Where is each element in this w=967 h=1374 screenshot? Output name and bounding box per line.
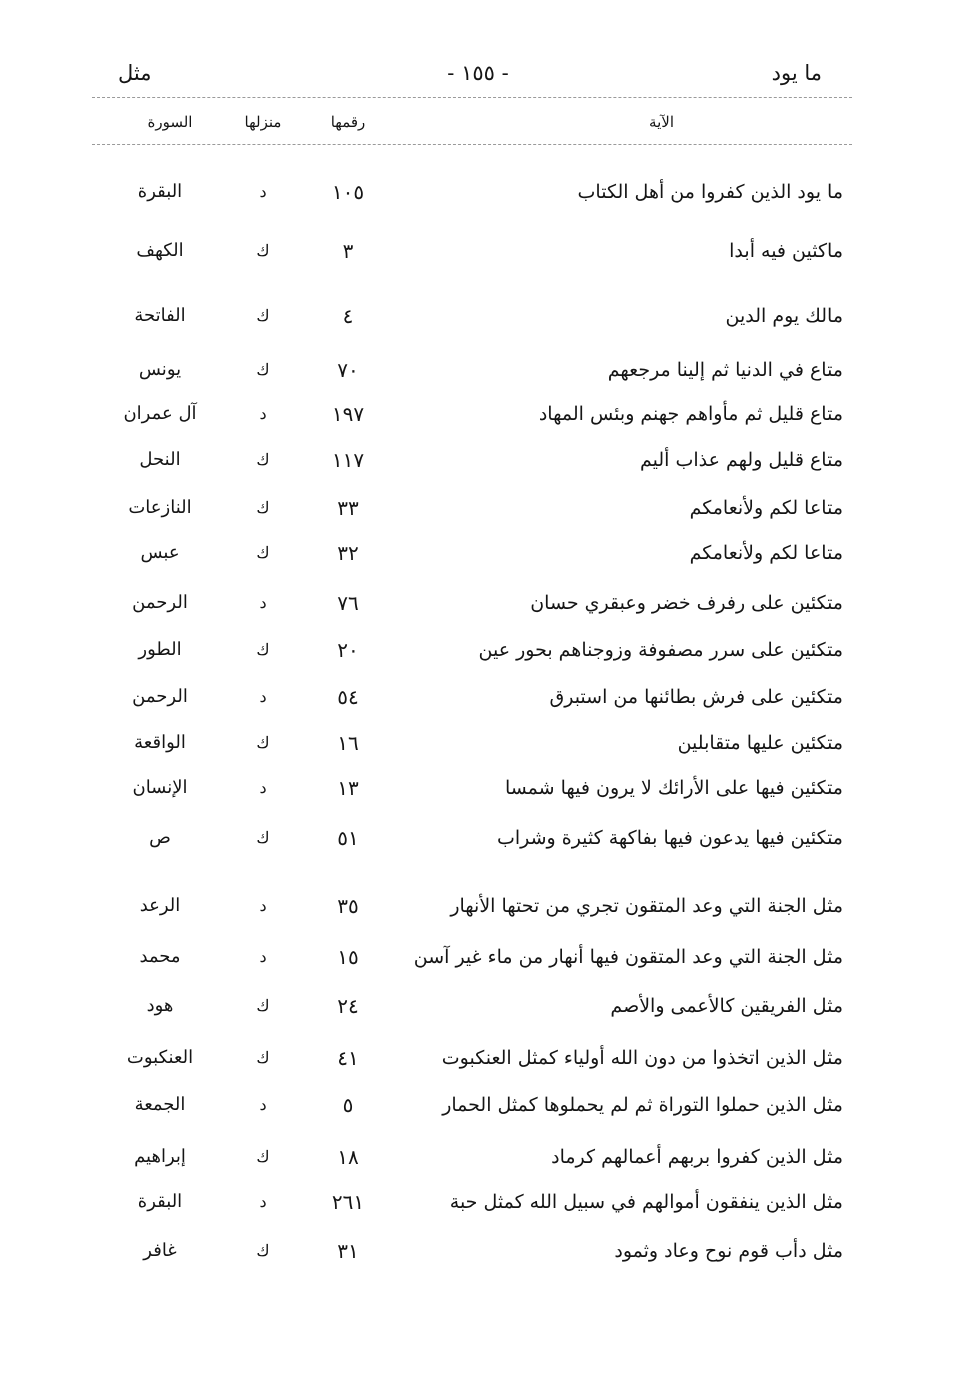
column-header-divider: [92, 144, 852, 145]
table-row: [0, 630, 967, 670]
sura-name: العنكبوت: [126, 1047, 194, 1068]
verse-text: متاع قليل ثم مأواهم جهنم وبئس المهاد: [538, 403, 843, 425]
verse-number: ٣٢: [337, 541, 359, 565]
verse-number: ٣٥: [337, 894, 359, 918]
verse-number: ١٦: [337, 731, 359, 755]
revelation-place: ك: [256, 450, 270, 469]
table-row: [0, 1231, 967, 1271]
verse-text: متكئين على فرش بطائنها من استبرق: [549, 686, 843, 708]
column-header-number: رقمها: [330, 113, 366, 131]
verse-text: متكئين على رفرف خضر وعبقري حسان: [530, 592, 843, 614]
verse-number: ٢٤: [337, 994, 359, 1018]
table-row: [0, 440, 967, 480]
table-row: [0, 1137, 967, 1177]
revelation-place: د: [259, 1095, 267, 1114]
revelation-place: ك: [256, 543, 270, 562]
sura-name: الفاتحة: [134, 305, 186, 326]
verse-number: ١١٧: [331, 448, 365, 472]
column-header-revelation-place: منزلها: [244, 113, 282, 131]
verse-text: مثل الجنة التي وعد المتقون فيها أنهار من ماء غير آسن: [413, 946, 843, 968]
verse-number: ٥: [342, 1093, 354, 1117]
sura-name: الواقعة: [134, 732, 186, 753]
table-row: [0, 583, 967, 623]
page-number: - ١٥٥ -: [447, 61, 509, 85]
revelation-place: د: [259, 1192, 267, 1211]
table-row: [0, 1085, 967, 1125]
sura-name: آل عمران: [123, 403, 197, 424]
revelation-place: ك: [256, 733, 270, 752]
revelation-place: ك: [256, 1241, 270, 1260]
verse-text: متكئين على سرر مصفوفة وزوجناهم بحور عين: [478, 639, 843, 661]
column-header-sura: السورة: [147, 113, 193, 131]
verse-text: متاع قليل ولهم عذاب أليم: [640, 449, 843, 471]
verse-number: ٣: [342, 239, 354, 263]
revelation-place: د: [259, 404, 267, 423]
verse-text: مالك يوم الدين: [725, 305, 843, 327]
verse-number: ٧٠: [337, 358, 359, 382]
revelation-place: ك: [256, 241, 270, 260]
verse-number: ٧٦: [337, 591, 359, 615]
verse-number: ١٩٧: [331, 402, 365, 426]
sura-name: الطور: [138, 639, 182, 660]
verse-number: ٥١: [337, 826, 359, 850]
table-row: [0, 172, 967, 212]
verse-number: ٢٦١: [331, 1190, 365, 1214]
table-row: [0, 231, 967, 271]
header-divider: [92, 97, 852, 98]
sura-name: عبس: [140, 542, 180, 563]
revelation-place: د: [259, 778, 267, 797]
table-row: [0, 350, 967, 390]
verse-number: ٥٤: [337, 685, 359, 709]
verse-number: ٢٠: [337, 638, 359, 662]
sura-name: غافر: [143, 1240, 177, 1261]
sura-name: النحل: [139, 449, 181, 470]
sura-name: الرحمن: [132, 592, 188, 613]
verse-text: مثل الذين كفروا بربهم أعمالهم كرماد: [551, 1146, 843, 1168]
verse-text: مثل الفريقين كالأعمى والأصم: [610, 995, 843, 1017]
table-row: [0, 533, 967, 573]
table-row: [0, 1038, 967, 1078]
revelation-place: د: [259, 896, 267, 915]
sura-name: الجمعة: [134, 1094, 186, 1115]
revelation-place: ك: [256, 498, 270, 517]
revelation-place: ك: [256, 640, 270, 659]
revelation-place: د: [259, 687, 267, 706]
sura-name: إبراهيم: [134, 1146, 186, 1167]
sura-name: هود: [146, 995, 174, 1016]
revelation-place: د: [259, 593, 267, 612]
revelation-place: د: [259, 182, 267, 201]
verse-text: متكئين عليها متقابلين: [677, 732, 843, 754]
verse-number: ١٥: [337, 945, 359, 969]
running-header-first-word: ما يود: [771, 61, 822, 85]
verse-number: ١٠٥: [331, 180, 365, 204]
table-row: [0, 818, 967, 858]
table-row: [0, 986, 967, 1026]
revelation-place: د: [259, 947, 267, 966]
running-header-last-word: مثل: [118, 61, 152, 85]
verse-number: ١٨: [337, 1145, 359, 1169]
verse-number: ٣٣: [337, 496, 359, 520]
verse-text: مثل الذين اتخذوا من دون الله أولياء كمثل العنكبوت: [441, 1047, 843, 1069]
verse-text: ماكثين فيه أبدا: [729, 240, 843, 262]
table-row: [0, 768, 967, 808]
verse-number: ٤١: [337, 1046, 359, 1070]
sura-name: البقرة: [137, 181, 183, 202]
sura-name: النازعات: [128, 497, 192, 518]
revelation-place: ك: [256, 1147, 270, 1166]
verse-number: ١٣: [337, 776, 359, 800]
table-row: [0, 886, 967, 926]
verse-text: مثل الذين ينفقون أموالهم في سبيل الله كمثل حبة: [449, 1191, 843, 1213]
table-row: [0, 296, 967, 336]
table-row: [0, 677, 967, 717]
sura-name: البقرة: [137, 1191, 183, 1212]
column-header-verse: الآية: [649, 113, 674, 131]
sura-name: الكهف: [136, 240, 184, 261]
revelation-place: ك: [256, 360, 270, 379]
sura-name: محمد: [139, 946, 181, 967]
revelation-place: ك: [256, 1048, 270, 1067]
table-row: [0, 1182, 967, 1222]
verse-text: متاعا لكم ولأنعامكم: [689, 542, 843, 564]
revelation-place: ك: [256, 996, 270, 1015]
sura-name: يونس: [138, 359, 182, 380]
verse-text: مثل الجنة التي وعد المتقون تجري من تحتها الأنهار: [450, 895, 843, 917]
verse-text: متاع في الدنيا ثم إلينا مرجعهم: [607, 359, 843, 381]
table-row: [0, 723, 967, 763]
table-row: [0, 937, 967, 977]
revelation-place: ك: [256, 306, 270, 325]
revelation-place: ك: [256, 828, 270, 847]
verse-text: مثل دأب قوم نوح وعاد وثمود: [614, 1240, 843, 1262]
verse-number: ٣١: [337, 1239, 359, 1263]
sura-name: ص: [149, 827, 171, 848]
verse-text: مثل الذين حملوا التوراة ثم لم يحملوها كمثل الحمار: [442, 1094, 843, 1116]
verse-text: ما يود الذين كفروا من أهل الكتاب: [577, 181, 843, 203]
verse-text: متكئين فيها يدعون فيها بفاكهة كثيرة وشراب: [496, 827, 843, 849]
table-row: [0, 394, 967, 434]
table-row: [0, 488, 967, 528]
verse-text: متكئين فيها على الأرائك لا يرون فيها شمسا: [504, 777, 843, 799]
sura-name: الإنسان: [132, 777, 188, 798]
verse-number: ٤: [342, 304, 354, 328]
sura-name: الرحمن: [132, 686, 188, 707]
sura-name: الرعد: [139, 895, 181, 916]
verse-text: متاعا لكم ولأنعامكم: [689, 497, 843, 519]
